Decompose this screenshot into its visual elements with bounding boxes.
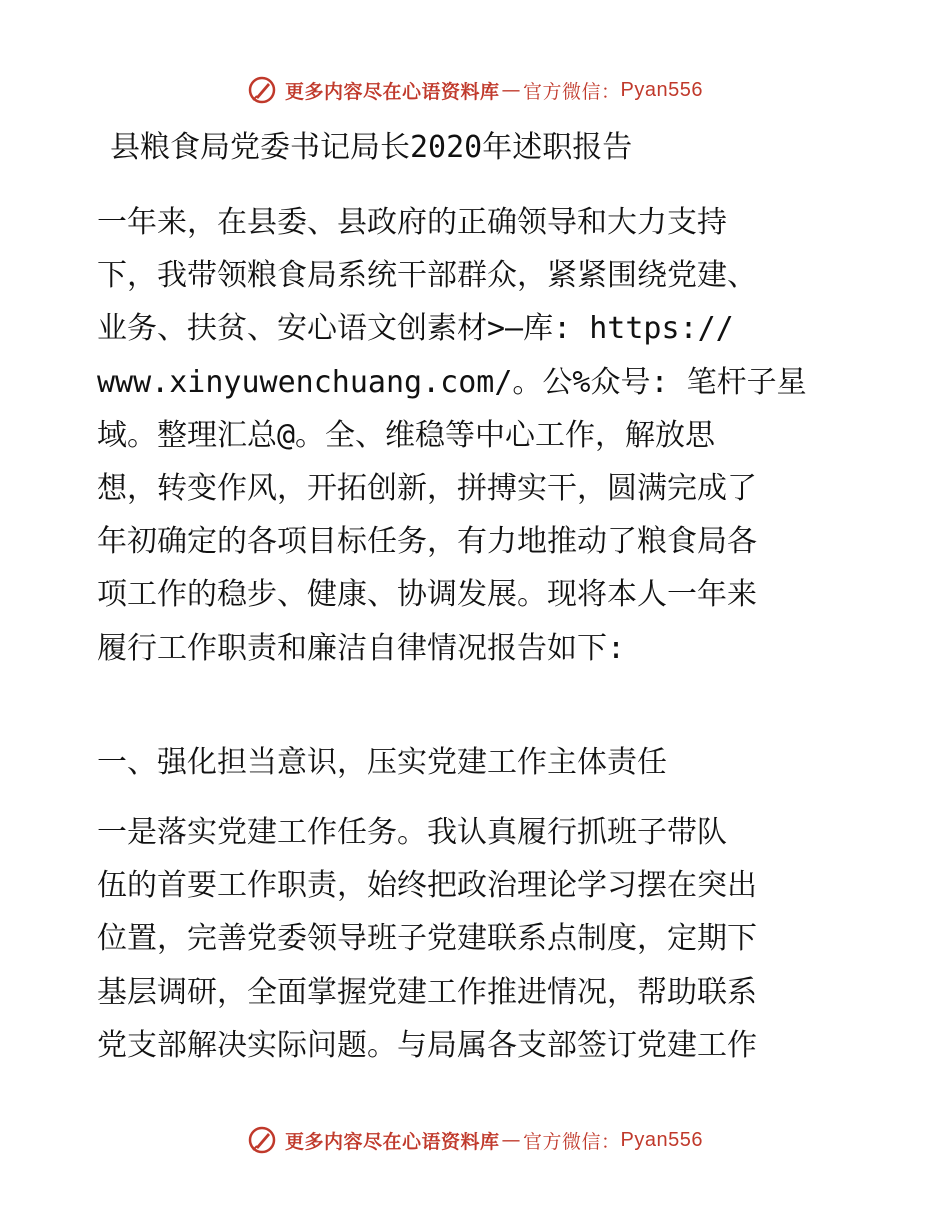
banner-wechat-label: 官方微信： [523, 1130, 621, 1153]
paragraph-line: 项工作的稳步、健康、协调发展。现将本人一年来 [97, 577, 757, 613]
paragraph-line: 域。整理汇总@。全、维稳等中心工作，解放思 [97, 417, 716, 453]
quill-pen-logo-icon [247, 1125, 277, 1155]
paragraph-line: 一是落实党建工作任务。我认真履行抓班子带队 [97, 815, 727, 850]
quill-pen-logo-icon [247, 75, 277, 105]
footer-watermark-banner [0, 1120, 950, 1160]
paragraph-line: 一年来，在县委、县政府的正确领导和大力支持 [97, 205, 727, 240]
header-watermark-banner [0, 70, 950, 110]
section-heading-text: 一、强化担当意识，压实党建工作主体责任 [97, 745, 667, 780]
paragraph-line: www.xinyuwenchuang.com/。公%众号: 笔杆子星 [97, 364, 807, 400]
paragraph-section1 [97, 806, 857, 1072]
paragraph-intro [97, 196, 857, 675]
document-title: 县粮食局党委书记局长2020年述职报告 [110, 130, 633, 165]
paragraph-line: 履行工作职责和廉洁自律情况报告如下: [97, 630, 626, 666]
banner-brand-text: 更多内容尽在心语资料库 [285, 80, 500, 103]
banner-brand-text: 更多内容尽在心语资料库 [285, 1130, 500, 1153]
section-heading-1 [97, 736, 857, 789]
paragraph-line: 年初确定的各项目标任务，有力地推动了粮食局各 [97, 524, 757, 560]
banner-wechat-id: Pyan556 [620, 78, 703, 101]
banner-dash: — [501, 1129, 522, 1151]
banner-dash: — [501, 79, 522, 101]
paragraph-line: 基层调研，全面掌握党建工作推进情况，帮助联系 [97, 974, 757, 1010]
paragraph-line: 想，转变作风，开拓创新，拼搏实干，圆满完成了 [97, 470, 757, 506]
paragraph-line: 位置，完善党委领导班子党建联系点制度，定期下 [97, 921, 757, 957]
paragraph-line: 下，我带领粮食局系统干部群众，紧紧围绕党建、 [97, 258, 757, 294]
banner-wechat-id: Pyan556 [620, 1128, 703, 1151]
paragraph-line: 党支部解决实际问题。与局属各支部签订党建工作 [97, 1027, 757, 1063]
paragraph-line: 业务、扶贫、安心语文创素材>—库: https:// [97, 311, 734, 347]
banner-wechat-label: 官方微信： [523, 80, 621, 103]
paragraph-line: 伍的首要工作职责，始终把政治理论学习摆在突出 [97, 868, 757, 904]
